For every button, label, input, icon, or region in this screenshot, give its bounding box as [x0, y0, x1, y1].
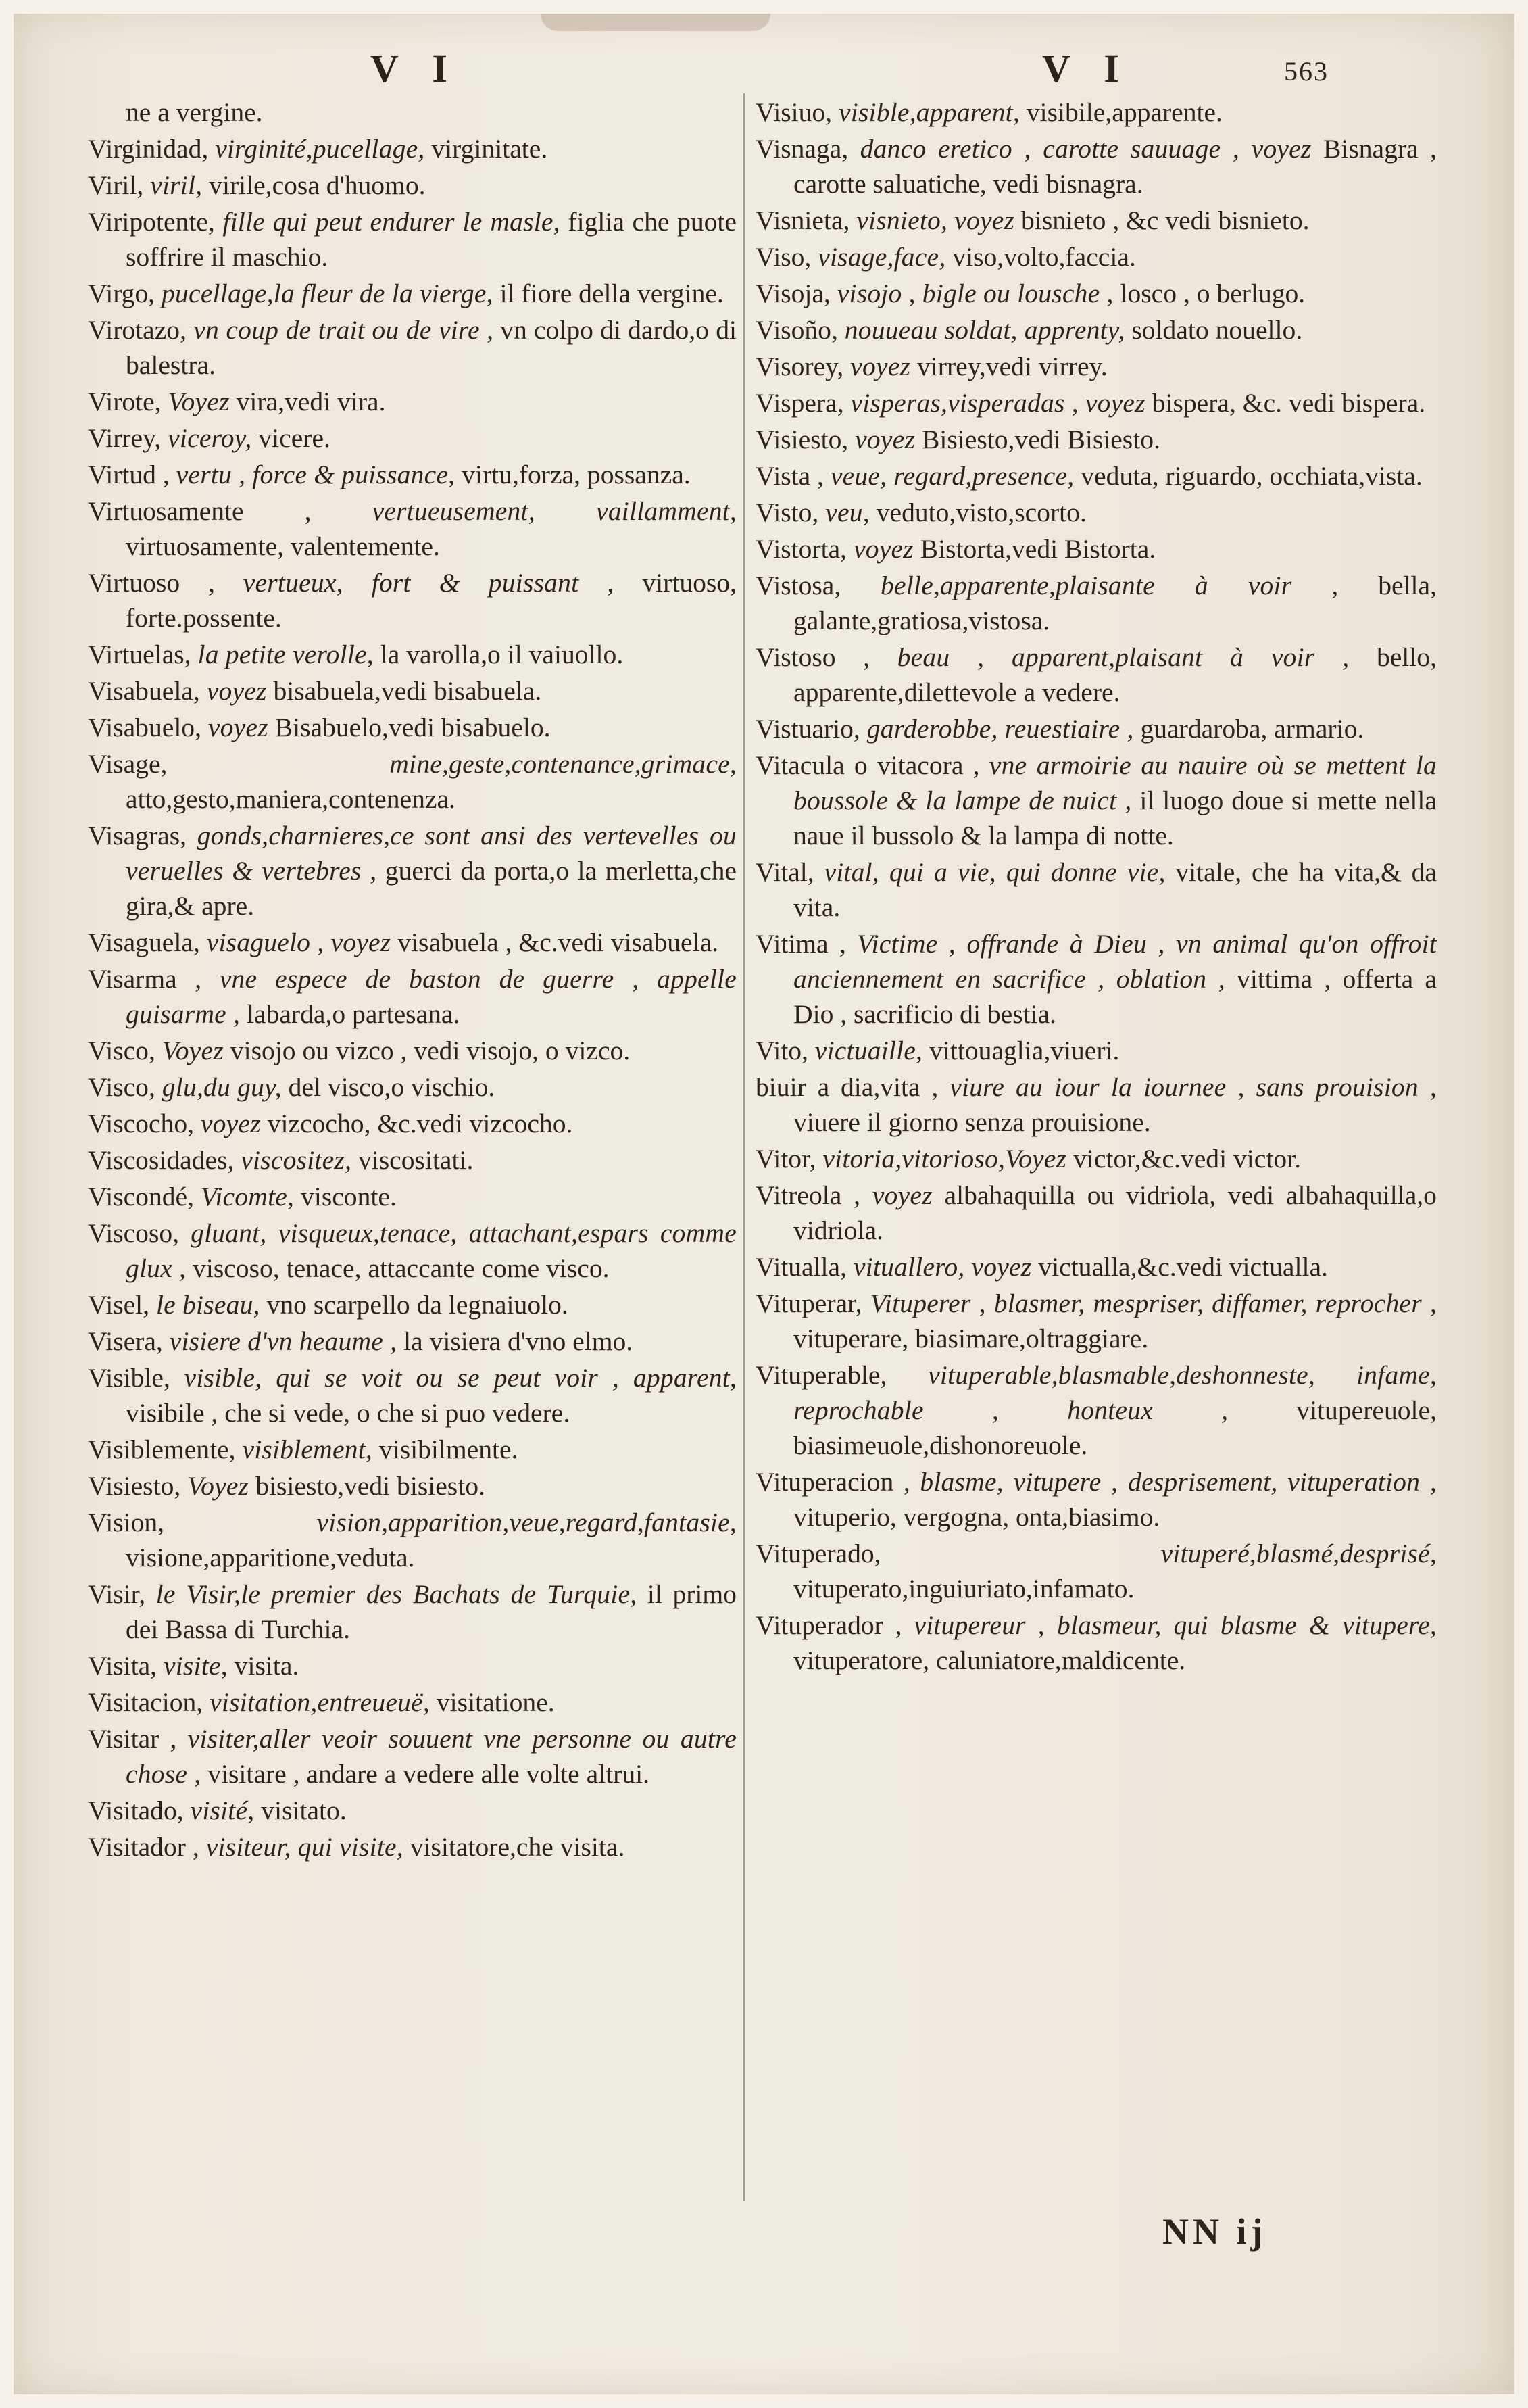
french-gloss: vitoria,vitorioso,Voyez — [822, 1144, 1067, 1174]
italian-gloss: Bistorta,vedi Bistorta. — [920, 534, 1156, 564]
headword: Visagras, — [88, 821, 187, 850]
italian-gloss: losco , o berlugo. — [1120, 279, 1306, 308]
dictionary-entry — [88, 746, 737, 817]
headword: Vito, — [756, 1036, 808, 1065]
french-gloss: la petite verolle, — [197, 640, 374, 669]
running-head-right: V I — [1042, 47, 1131, 91]
italian-gloss: vitale, che ha vita,& da vita. — [793, 857, 1437, 922]
dictionary-entry — [88, 1685, 737, 1720]
dictionary-entry — [756, 1536, 1437, 1606]
french-gloss: mine,geste,contenance,grimace, — [389, 749, 737, 779]
headword: Visita, — [88, 1651, 157, 1681]
headword: Visible, — [88, 1363, 170, 1393]
italian-gloss: virile,cosa d'huomo. — [209, 170, 426, 200]
italian-gloss: vicere. — [258, 423, 330, 453]
italian-gloss: del visco,o vischio. — [288, 1072, 495, 1102]
french-gloss: gonds,charnieres,ce sont ansi des vertevelles ou veruelles & vertebres , — [126, 821, 737, 886]
french-gloss: voyez — [207, 713, 268, 742]
headword: Vitualla, — [756, 1252, 847, 1282]
french-gloss: voyez — [200, 1109, 261, 1138]
italian-gloss: la visiera d'vno elmo. — [403, 1326, 633, 1356]
italian-gloss: il fiore della vergine. — [499, 279, 724, 308]
dictionary-entry — [88, 1576, 737, 1647]
french-gloss: vitupereur , blasmeur, qui blasme & vitupere, — [914, 1610, 1437, 1640]
french-gloss: le biseau, — [155, 1290, 260, 1320]
headword: Virotazo, — [88, 315, 187, 345]
italian-gloss: bisiesto,vedi bisiesto. — [255, 1471, 485, 1501]
dictionary-entry — [88, 925, 737, 960]
headword: Visabuela, — [88, 676, 200, 706]
dictionary-entry — [88, 961, 737, 1032]
dictionary-entry — [756, 203, 1437, 238]
headword: Virtuoso , — [88, 568, 215, 598]
dictionary-entry — [756, 1357, 1437, 1463]
french-gloss: voyez — [872, 1180, 933, 1210]
right-column — [756, 95, 1437, 1679]
italian-gloss: visitato. — [261, 1796, 347, 1825]
italian-gloss: bispera, &c. vedi bispera. — [1152, 388, 1426, 418]
italian-gloss: figlia che puote soffrire il maschio. — [126, 207, 737, 272]
french-gloss: gluant, visqueux,tenace, attachant,espars comme glux , — [126, 1218, 737, 1283]
italian-gloss: visibile,apparente. — [1026, 97, 1223, 127]
headword: Vispera, — [756, 388, 844, 418]
italian-gloss: Bisabuelo,vedi bisabuelo. — [274, 713, 551, 742]
signature-mark: NN ij — [1162, 2211, 1267, 2252]
french-gloss: voyez — [855, 425, 916, 454]
headword: Viscondé, — [88, 1182, 194, 1211]
dictionary-entry — [88, 204, 737, 274]
italian-gloss: virtu,forza, possanza. — [462, 460, 691, 489]
headword: Visco, — [88, 1072, 155, 1102]
headword: Visera, — [88, 1326, 163, 1356]
dictionary-entry — [756, 239, 1437, 274]
dictionary-entry — [756, 1608, 1437, 1678]
dictionary-entry — [756, 312, 1437, 347]
italian-gloss: visita. — [234, 1651, 299, 1681]
headword: Visoja, — [756, 279, 831, 308]
french-gloss: visiteur, qui visite, — [205, 1832, 403, 1862]
italian-gloss: visitare , andare a vedere alle volte altrui. — [207, 1759, 650, 1789]
french-gloss: vne espece de baston de guerre , appelle guisarme , — [126, 964, 737, 1029]
headword: Visto, — [756, 498, 819, 527]
headword: Visitador , — [88, 1832, 199, 1862]
italian-gloss: bella, galante,gratiosa,vistosa. — [793, 571, 1437, 635]
headword: Visorey, — [756, 352, 844, 381]
french-gloss: blasme, vitupere , desprisement, vituperation , — [920, 1467, 1437, 1497]
headword: Visnaga, — [756, 134, 849, 164]
italian-gloss: visconte. — [301, 1182, 397, 1211]
italian-gloss: il luogo doue si mette nella naue il bussolo & la lampa di notte. — [793, 786, 1437, 850]
headword: Vista , — [756, 461, 824, 491]
headword: Viso, — [756, 242, 812, 272]
french-gloss: viscositez, — [241, 1145, 352, 1175]
french-gloss: vertu , force & puissance, — [176, 460, 455, 489]
french-gloss: voyez — [206, 676, 267, 706]
french-gloss: visage,face, — [818, 242, 946, 272]
italian-gloss: viscositati. — [358, 1145, 474, 1175]
headword: Viril, — [88, 170, 144, 200]
french-gloss: nouueau soldat, apprenty, — [844, 315, 1125, 345]
french-gloss: vertueux, fort & puissant , — [243, 568, 614, 598]
italian-gloss: visojo ou vizco , vedi visojo, o vizco. — [230, 1036, 631, 1065]
headword: Visitacion, — [88, 1687, 203, 1717]
headword: Vistorta, — [756, 534, 847, 564]
french-gloss: garderobbe, reuestiaire , — [866, 714, 1134, 744]
headword: Vituperador , — [756, 1610, 902, 1640]
italian-gloss: visibile , che si vede, o che si puo vedere. — [126, 1398, 570, 1428]
headword: biuir a dia,vita , — [756, 1072, 939, 1102]
headword: Virtuosamente , — [88, 496, 312, 526]
dictionary-entry — [756, 568, 1437, 638]
dictionary-entry — [88, 384, 737, 419]
italian-gloss: guerci da porta,o la merletta,che gira,& apre. — [126, 856, 737, 921]
dictionary-entry — [88, 1033, 737, 1068]
french-gloss: voyez — [850, 352, 911, 381]
italian-gloss: la varolla,o il vaiuollo. — [380, 640, 624, 669]
dictionary-entry — [88, 1360, 737, 1430]
french-gloss: Victime , offrande à Dieu , vn animal qu'on offroit anciennement en sacrifice , oblation , — [793, 929, 1437, 994]
italian-gloss: vira,vedi vira. — [236, 387, 386, 416]
italian-gloss: veduta, riguardo, occhiata,vista. — [1081, 461, 1423, 491]
dictionary-entry — [756, 1033, 1437, 1068]
french-gloss: vertueusement, vaillamment, — [372, 496, 737, 526]
headword: Virginidad, — [88, 134, 209, 164]
french-gloss: visnieto, voyez — [856, 206, 1015, 235]
french-gloss: visible, qui se voit ou se peut voir , apparent, — [184, 1363, 737, 1393]
italian-gloss: victualla,&c.vedi victualla. — [1038, 1252, 1328, 1282]
french-gloss: Voyez — [168, 387, 230, 416]
headword: Vital, — [756, 857, 814, 887]
headword: Virrey, — [88, 423, 162, 453]
italian-gloss: vizcocho, &c.vedi vizcocho. — [267, 1109, 573, 1138]
italian-gloss: Bisiesto,vedi Bisiesto. — [921, 425, 1160, 454]
dictionary-entry — [88, 1179, 737, 1214]
italian-gloss: atto,gesto,maniera,contenenza. — [126, 784, 455, 814]
french-gloss: visitation,entreueuë, — [210, 1687, 430, 1717]
french-gloss: viceroy, — [168, 423, 252, 453]
french-gloss: visojo , bigle ou lousche , — [837, 279, 1114, 308]
headword: Viscosidades, — [88, 1145, 235, 1175]
italian-gloss: bisabuela,vedi bisabuela. — [273, 676, 542, 706]
french-gloss: glu,du guy, — [162, 1072, 282, 1102]
headword: Vitacula o vitacora , — [756, 750, 980, 780]
french-gloss: danco eretico , carotte sauuage , voyez — [860, 134, 1312, 164]
dictionary-entry — [88, 1505, 737, 1575]
italian-gloss: visabuela , &c.vedi visabuela. — [397, 928, 719, 957]
headword: Visiblemente, — [88, 1435, 236, 1464]
headword: Virtud , — [88, 460, 170, 489]
headword: Visitar , — [88, 1724, 177, 1754]
italian-gloss: vittima , offerta a Dio , sacrificio di bestia. — [793, 964, 1437, 1029]
headword: Viripotente, — [88, 207, 215, 237]
french-gloss: visiere d'vn heaume , — [169, 1326, 397, 1356]
dictionary-entry — [88, 1793, 737, 1828]
italian-gloss: virtuosamente, valentemente. — [126, 531, 440, 561]
dictionary-entry — [756, 276, 1437, 311]
french-gloss: vital, qui a vie, qui donne vie, — [824, 857, 1166, 887]
french-gloss: Voyez — [187, 1471, 249, 1501]
french-gloss: vituperé,blasmé,desprisé, — [1160, 1539, 1437, 1568]
dictionary-entry — [88, 1432, 737, 1467]
dictionary-page — [14, 14, 1514, 2394]
headword: Visitado, — [88, 1796, 184, 1825]
headword: Vituperable, — [756, 1360, 887, 1390]
headword: Vistuario, — [756, 714, 860, 744]
headword: Visco, — [88, 1036, 155, 1065]
french-gloss: belle,apparente,plaisante à voir , — [881, 571, 1339, 600]
headword: Visaguela, — [88, 928, 200, 957]
dictionary-entry — [756, 640, 1437, 710]
page-number: 563 — [1284, 56, 1329, 87]
dictionary-entry — [88, 168, 737, 203]
dictionary-entry — [756, 748, 1437, 853]
headword: Vitima , — [756, 929, 846, 959]
dictionary-entry — [88, 131, 737, 166]
headword: Visabuelo, — [88, 713, 201, 742]
dictionary-entry — [756, 531, 1437, 567]
dictionary-entry — [88, 1829, 737, 1864]
italian-gloss: vitupereuole, biasimeuole,dishonoreuole. — [793, 1395, 1437, 1460]
dictionary-entry — [88, 457, 737, 492]
french-gloss: visiter,aller veoir souuent vne personne ou autre chose , — [126, 1724, 737, 1789]
dictionary-entry — [88, 1106, 737, 1141]
dictionary-entry — [756, 1178, 1437, 1248]
french-gloss: victuaille, — [814, 1036, 923, 1065]
french-gloss: visaguelo , voyez — [206, 928, 391, 957]
headword: Visir, — [88, 1579, 146, 1609]
italian-gloss: visione,apparitione,veduta. — [126, 1543, 415, 1572]
italian-gloss: soldato nouello. — [1131, 315, 1303, 345]
headword: Vision, — [88, 1508, 165, 1537]
dictionary-entry — [88, 276, 737, 311]
italian-gloss: viso,volto,faccia. — [952, 242, 1136, 272]
italian-gloss: visitatore,che visita. — [410, 1832, 625, 1862]
french-gloss: visperas,visperadas , voyez — [850, 388, 1145, 418]
french-gloss: vituallero, voyez — [853, 1252, 1032, 1282]
headword: Vitreola , — [756, 1180, 860, 1210]
headword: Vitor, — [756, 1144, 816, 1174]
french-gloss: vituperable,blasmable,deshonneste, infame, reprochable , honteux , — [793, 1360, 1437, 1425]
italian-gloss: vituperio, vergogna, onta,biasimo. — [793, 1502, 1160, 1532]
headword: Virgo, — [88, 279, 155, 308]
italian-gloss: vituperare, biasimare,oltraggiare. — [793, 1324, 1149, 1353]
italian-gloss: labarda,o partesana. — [247, 999, 460, 1029]
dictionary-entry — [88, 565, 737, 635]
dictionary-entry — [88, 312, 737, 383]
headword: Viscocho, — [88, 1109, 194, 1138]
french-gloss: Vituperer , blasmer, mespriser, diffamer, reprocher , — [870, 1289, 1437, 1318]
dictionary-entry — [756, 926, 1437, 1032]
italian-gloss: vituperato,inguiuriato,infamato. — [793, 1574, 1135, 1604]
italian-gloss: ne a vergine. — [126, 97, 263, 127]
dictionary-entry — [756, 131, 1437, 201]
italian-gloss: virtuoso, forte.possente. — [126, 568, 737, 633]
headword: Visage, — [88, 749, 168, 779]
french-gloss: vn coup de trait ou de vire — [193, 315, 480, 345]
french-gloss: virginité,pucellage, — [215, 134, 425, 164]
dictionary-entry — [88, 673, 737, 708]
dictionary-entry — [88, 420, 737, 456]
dictionary-entry — [88, 1142, 737, 1178]
french-gloss: vne armoirie au nauire où se mettent la boussole & la lampe de nuict , — [793, 750, 1437, 815]
dictionary-entry — [756, 854, 1437, 925]
french-gloss: veu, — [825, 498, 870, 527]
headword: Vituperacion , — [756, 1467, 910, 1497]
dictionary-entry — [88, 1324, 737, 1359]
italian-gloss: virginitate. — [431, 134, 548, 164]
french-gloss: veue, regard,presence, — [830, 461, 1075, 491]
french-gloss: visité, — [190, 1796, 255, 1825]
french-gloss: beau , apparent,plaisant à voir , — [897, 642, 1350, 672]
italian-gloss: virrey,vedi virrey. — [916, 352, 1108, 381]
dictionary-entry — [88, 493, 737, 564]
headword: Vistosa, — [756, 571, 841, 600]
left-column — [88, 95, 737, 1866]
dictionary-entry — [756, 385, 1437, 420]
headword: Visiesto, — [756, 425, 849, 454]
dictionary-entry — [88, 637, 737, 672]
dictionary-entry — [88, 1069, 737, 1105]
dictionary-entry — [88, 1721, 737, 1791]
italian-gloss: bisnieto , &c vedi bisnieto. — [1021, 206, 1310, 235]
headword: Vituperar, — [756, 1289, 862, 1318]
headword: Vistoso , — [756, 642, 870, 672]
french-gloss: Vicomte, — [200, 1182, 295, 1211]
headword: Viscoso, — [88, 1218, 180, 1248]
dictionary-entry — [756, 422, 1437, 457]
dictionary-entry — [756, 1069, 1437, 1140]
italian-gloss: vittouaglia,viueri. — [929, 1036, 1120, 1065]
headword: Visarma , — [88, 964, 202, 994]
french-gloss: le Visir,le premier des Bachats de Turquie, — [155, 1579, 637, 1609]
french-gloss: visible,apparent, — [838, 97, 1020, 127]
french-gloss: voyez — [853, 534, 914, 564]
french-gloss: vision,apparition,veue,regard,fantasie, — [316, 1508, 737, 1537]
italian-gloss: visitatione. — [436, 1687, 555, 1717]
dictionary-entry — [756, 1464, 1437, 1535]
headword: Virtuelas, — [88, 640, 191, 669]
dictionary-entry — [88, 710, 737, 745]
french-gloss: fille qui peut endurer le masle, — [222, 207, 560, 237]
headword: Visiesto, — [88, 1471, 181, 1501]
headword: Visiuo, — [756, 97, 833, 127]
italian-gloss: , vn colpo di dardo,o di balestra. — [126, 315, 737, 380]
dictionary-entry — [88, 95, 737, 130]
headword: Vituperado, — [756, 1539, 881, 1568]
french-gloss: viure au iour la iournee , sans prouision , — [950, 1072, 1437, 1102]
dictionary-entry — [756, 1249, 1437, 1284]
dictionary-entry — [756, 95, 1437, 130]
italian-gloss: veduto,visto,scorto. — [876, 498, 1087, 527]
dictionary-entry — [756, 495, 1437, 530]
dictionary-entry — [88, 1287, 737, 1322]
dictionary-entry — [88, 1468, 737, 1503]
headword: Visel, — [88, 1290, 150, 1320]
dictionary-entry — [88, 1215, 737, 1286]
italian-gloss: Bisnagra , carotte saluatiche, vedi bisnagra. — [793, 134, 1437, 199]
headword: Visoño, — [756, 315, 838, 345]
italian-gloss: vno scarpello da legnaiuolo. — [266, 1290, 568, 1320]
french-gloss: visiblement, — [242, 1435, 373, 1464]
dictionary-entry — [756, 1141, 1437, 1176]
italian-gloss: viuere il giorno senza prouisione. — [793, 1107, 1151, 1137]
italian-gloss: viscoso, tenace, attaccante come visco. — [193, 1253, 610, 1283]
french-gloss: pucellage,la fleur de la vierge, — [162, 279, 493, 308]
french-gloss: visite, — [163, 1651, 228, 1681]
running-head-left: V I — [370, 47, 460, 91]
dictionary-entry — [88, 1648, 737, 1683]
italian-gloss: albahaquilla ou vidriola, vedi albahaquilla,o vidriola. — [793, 1180, 1437, 1245]
italian-gloss: victor,&c.vedi victor. — [1073, 1144, 1301, 1174]
dictionary-entry — [756, 711, 1437, 746]
italian-gloss: visibilmente. — [378, 1435, 518, 1464]
italian-gloss: il primo dei Bassa di Turchia. — [126, 1579, 737, 1644]
italian-gloss: bello, apparente,dilettevole a vedere. — [793, 642, 1437, 707]
dictionary-entry — [756, 458, 1437, 493]
dictionary-entry — [756, 1286, 1437, 1356]
dictionary-entry — [88, 818, 737, 923]
headword: Visnieta, — [756, 206, 850, 235]
column-rule — [743, 93, 745, 2201]
dictionary-entry — [756, 349, 1437, 384]
french-gloss: Voyez — [162, 1036, 224, 1065]
headword: Virote, — [88, 387, 162, 416]
italian-gloss: vituperatore, caluniatore,maldicente. — [793, 1645, 1186, 1675]
french-gloss: viril, — [150, 170, 203, 200]
page-stain — [541, 14, 770, 31]
italian-gloss: guardaroba, armario. — [1140, 714, 1364, 744]
